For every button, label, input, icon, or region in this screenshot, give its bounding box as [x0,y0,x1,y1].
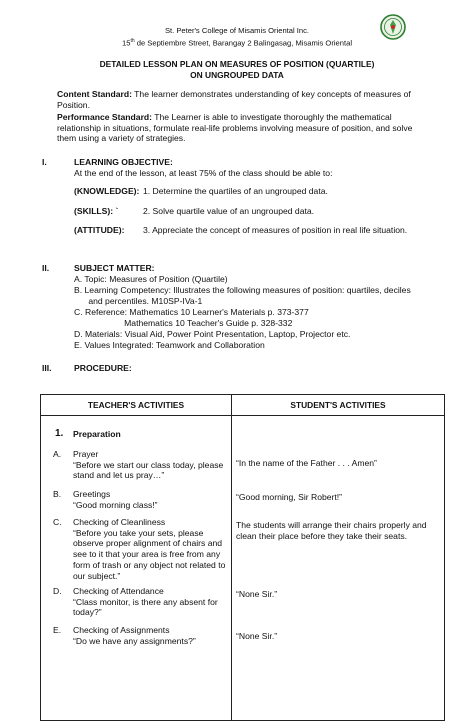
section-number: I. [42,157,47,167]
item-text: Checking of Assignments “Do we have any assignments?” [73,625,196,646]
address-ordinal: th [130,38,135,44]
item-letter: E. [53,625,62,635]
content-standard-label: Content Standard: [57,89,132,99]
student-response: “None Sir.” [236,631,278,641]
student-response: The students will arrange their chairs properly and clean their place before they take their seats. [236,520,427,541]
student-activities-header: STUDENT'S ACTIVITIES [232,395,445,416]
item-text: Checking of Cleanliness “Before you take your sets, please observe proper alignment of chairs and see to it that your area is free from any form of trash or any object not related to our subject.” [73,517,226,581]
teacher-activities-header: TEACHER'S ACTIVITIES [41,395,232,416]
content-standard [57,89,419,110]
performance-standard-text: The Learner is able to investigate thoroughly the mathematical relationship in situations, formulate real-life problems involving measure of position, and solve them using a variety of strategies. [57,112,413,144]
subject-line: D. Materials: Visual Aid, Power Point Presentation, Laptop, Projector etc. [74,329,351,339]
student-response: “In the name of the Father . . . Amen” [236,458,377,468]
school-seal-icon [380,14,406,40]
section-title-subject-matter: SUBJECT MATTER: [74,263,155,273]
subject-line: B. Learning Competency: Illustrates the following measures of position: quartiles, deciles [74,285,411,295]
performance-standard-label: Performance Standard: [57,112,153,122]
lesson-title-line2: ON UNGROUPED DATA [190,70,284,80]
subject-line: E. Values Integrated: Teamwork and Collaboration [74,340,265,350]
procedure-table [40,394,445,721]
item-letter: D. [53,586,62,596]
item-text: Checking of Attendance “Class monitor, is there any absent for today?” [73,586,218,618]
content-standard-text: The learner demonstrates understanding of key concepts of measures of Position. [57,89,411,110]
subject-line: and percentiles. M10SP-IVa-1 [74,296,203,306]
subject-line: A. Topic: Measures of Position (Quartile) [74,274,228,284]
objective-text: 3. Appreciate the concept of measures of position in real life situation. [143,225,408,235]
address-number: 15 [122,38,131,48]
institution-name: St. Peter's College of Misamis Oriental Inc. [164,26,310,35]
objective-intro: At the end of the lesson, at least 75% of the class should be able to: [74,168,333,178]
table-row [41,416,445,721]
item-letter: B. [53,489,62,499]
student-response: “None Sir.” [236,589,278,599]
section-number: III. [42,363,52,373]
item-text: Prayer “Before we start our class today, please stand and let us pray…” [73,449,224,481]
subject-line: C. Reference: Mathematics 10 Learner's Materials p. 373-377 [74,307,309,317]
preparation-number: 1. [55,428,64,439]
subject-line: Mathematics 10 Teacher's Guide p. 328-332 [74,318,293,328]
table-header-row [41,395,445,416]
item-text: Greetings “Good morning class!” [73,489,158,510]
objective-label: (KNOWLEDGE): [74,186,140,196]
section-number: II. [42,263,50,273]
performance-standard [57,112,419,144]
item-letter: A. [53,449,62,459]
objective-text: 2. Solve quartile value of an ungrouped data. [143,206,315,216]
objective-label: (SKILLS): ` [74,206,119,216]
objective-label: (ATTITUDE): [74,225,125,235]
student-activities-cell [232,416,445,721]
teacher-activities-cell [41,416,232,721]
preparation-title: Preparation [73,429,121,439]
objective-text: 1. Determine the quartiles of an ungrouped data. [143,186,328,196]
section-title-procedure: PROCEDURE: [74,363,132,373]
lesson-title-line1: DETAILED LESSON PLAN ON MEASURES OF POSITION (QUARTILE) [99,59,375,69]
item-letter: C. [53,517,62,527]
student-response: “Good morning, Sir Robert!” [236,492,343,502]
section-title-learning-objective: LEARNING OBJECTIVE: [74,157,173,167]
address-street: de Septiembre Street, Barangay 2 Balingasag, Misamis Oriental [134,38,352,48]
